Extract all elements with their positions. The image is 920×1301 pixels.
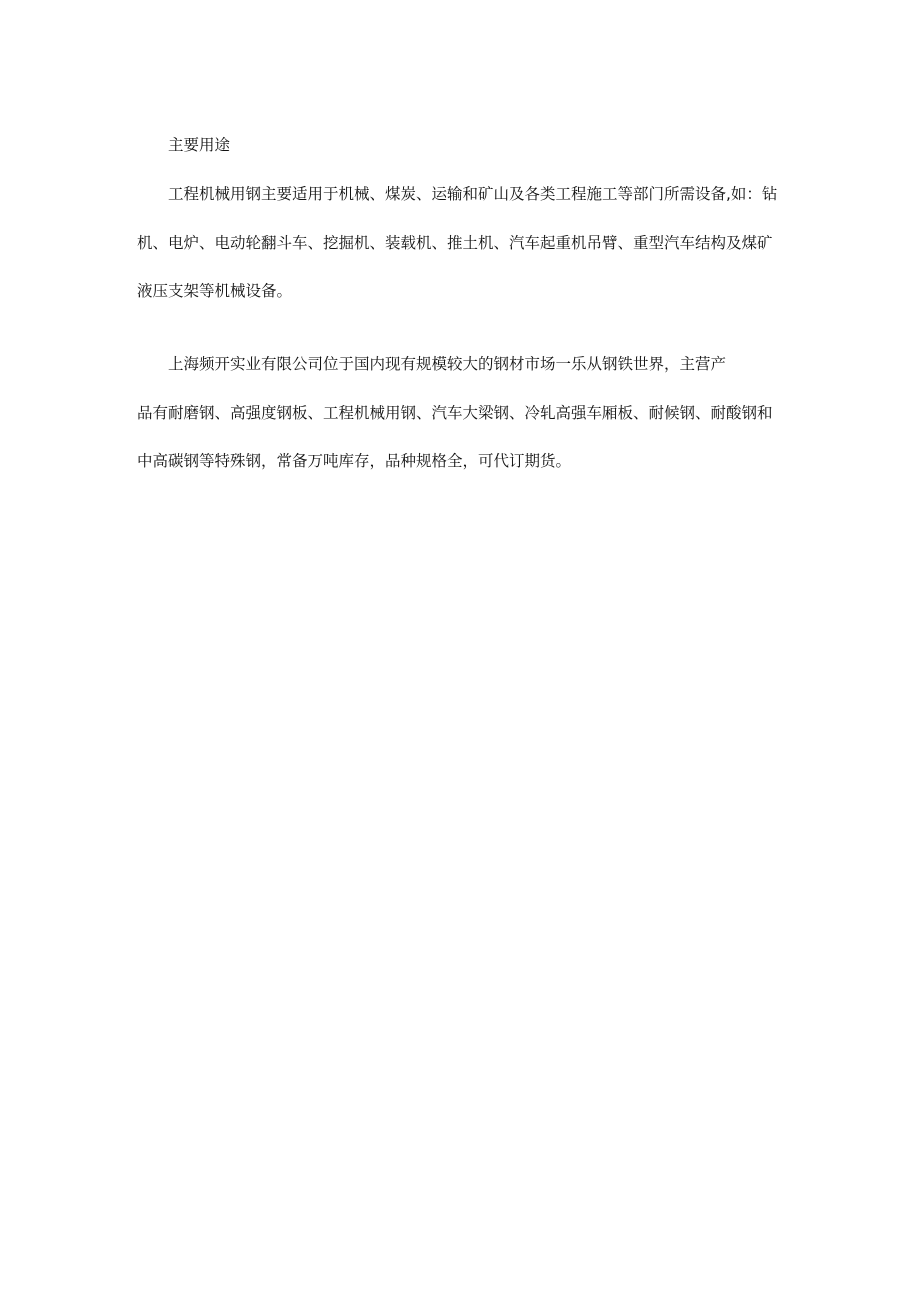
paragraph-line: 机、电炉、电动轮翻斗车、挖掘机、装载机、推土机、汽车起重机吊臂、重型汽车结构及煤矿 (137, 234, 773, 252)
paragraph-line: 品有耐磨钢、高强度钢板、工程机械用钢、汽车大梁钢、冷轧高强车厢板、耐候钢、耐酸钢和 (137, 404, 773, 422)
paragraph-line: 液压支架等机械设备。 (137, 282, 293, 300)
paragraph-line: 工程机械用钢主要适用于机械、煤炭、运输和矿山及各类工程施工等部门所需设备,如：钻 (168, 185, 778, 203)
section-heading: 主要用途 (168, 136, 231, 154)
paragraph-line: 上海频开实业有限公司位于国内现有规模较大的钢材市场一乐从钢铁世界，主营产 (168, 355, 727, 373)
paragraph-line: 中高碳钢等特殊钢，常备万吨库存，品种规格全，可代订期货。 (137, 452, 572, 470)
